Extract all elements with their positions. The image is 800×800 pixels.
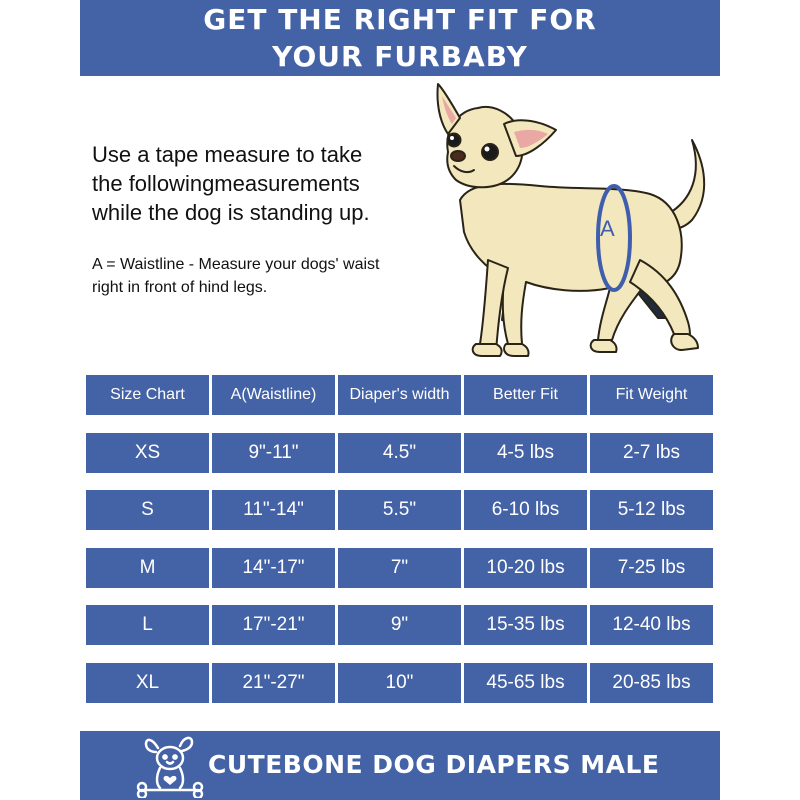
diaper-width-cell: 9" xyxy=(338,605,461,645)
note-line-2: right in front of hind legs. xyxy=(92,279,268,296)
table-row xyxy=(86,490,714,530)
diaper-width-cell: 7" xyxy=(338,548,461,588)
note-line-1: A = Waistline - Measure your dogs' waist xyxy=(92,256,380,273)
header-fit-weight: Fit Weight xyxy=(590,375,713,415)
title-line-2: YOUR FURBABY xyxy=(272,40,528,73)
diaper-width-cell: 5.5" xyxy=(338,490,461,530)
size-cell: XS xyxy=(86,433,209,473)
waistline-cell: 17"-21" xyxy=(212,605,335,645)
page-title xyxy=(203,1,597,75)
fit-weight-cell: 12-40 lbs xyxy=(590,605,713,645)
size-cell: L xyxy=(86,605,209,645)
waistline-cell: 11"-14" xyxy=(212,490,335,530)
better-fit-cell: 6-10 lbs xyxy=(464,490,587,530)
table-row xyxy=(86,605,714,645)
waistline-marker: A xyxy=(600,216,615,241)
table-row xyxy=(86,548,714,588)
better-fit-cell: 4-5 lbs xyxy=(464,433,587,473)
size-cell: S xyxy=(86,490,209,530)
fit-weight-cell: 7-25 lbs xyxy=(590,548,713,588)
header-diaper-width: Diaper's width xyxy=(338,375,461,415)
instruction-line-2: the followingmeasurements xyxy=(92,171,360,196)
size-cell: XL xyxy=(86,663,209,703)
better-fit-cell: 15-35 lbs xyxy=(464,605,587,645)
header-waistline: A(Waistline) xyxy=(212,375,335,415)
waistline-note xyxy=(92,253,462,299)
size-chart-header xyxy=(86,375,714,415)
instruction-line-1: Use a tape measure to take xyxy=(92,142,363,167)
dog-illustration xyxy=(430,82,720,364)
better-fit-cell: 10-20 lbs xyxy=(464,548,587,588)
waistline-cell: 14"-17" xyxy=(212,548,335,588)
fit-weight-cell: 2-7 lbs xyxy=(590,433,713,473)
better-fit-cell: 45-65 lbs xyxy=(464,663,587,703)
instructions xyxy=(92,140,442,227)
fit-weight-cell: 20-85 lbs xyxy=(590,663,713,703)
diaper-width-cell: 4.5" xyxy=(338,433,461,473)
table-row xyxy=(86,663,714,703)
brand-name: CUTEBONE DOG DIAPERS MALE xyxy=(208,750,660,779)
dog-bone-logo-icon xyxy=(134,734,206,798)
header-banner xyxy=(80,0,720,76)
table-row xyxy=(86,433,714,473)
waistline-cell: 21"-27" xyxy=(212,663,335,703)
header-better-fit: Better Fit xyxy=(464,375,587,415)
diaper-width-cell: 10" xyxy=(338,663,461,703)
waistline-cell: 9"-11" xyxy=(212,433,335,473)
size-cell: M xyxy=(86,548,209,588)
title-line-1: GET THE RIGHT FIT FOR xyxy=(203,3,597,36)
header-size-chart: Size Chart xyxy=(86,375,209,415)
fit-weight-cell: 5-12 lbs xyxy=(590,490,713,530)
footer-banner xyxy=(80,731,720,800)
instruction-line-3: while the dog is standing up. xyxy=(92,200,370,225)
